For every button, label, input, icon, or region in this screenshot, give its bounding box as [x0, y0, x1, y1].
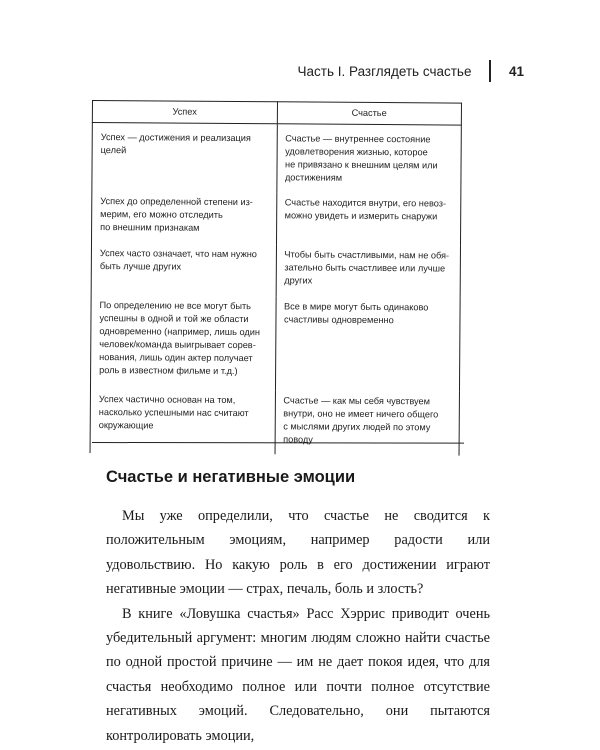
- cell-line: быть лучше других: [99, 261, 182, 272]
- table-row: [92, 123, 461, 194]
- cell-line: зательно быть счастливее или лучше: [284, 262, 446, 274]
- cell-line: удовлетворения жизнью, которое: [285, 146, 428, 158]
- paragraph: Мы уже определили, что счастье не сводится к положительным эмоциям, например радости или удовольствию. Но какую роль в его достижении играют негативные эмоции — страх, печаль, боль и злость?: [106, 508, 490, 598]
- cell-line: по внешним признакам: [100, 222, 200, 233]
- table-cell-success: [91, 243, 276, 296]
- table-row: [90, 389, 459, 456]
- cell-line: можно увидеть и измерить снаружи: [284, 210, 438, 222]
- table-cell-success: [92, 191, 277, 244]
- cell-line: Успех — достижения и реализация: [100, 132, 251, 144]
- cell-line: не привязано к внешним целям или: [285, 159, 438, 171]
- cell-line: окружающие: [98, 420, 154, 431]
- cell-line: роль в известном фильме и т.д.): [99, 365, 238, 377]
- cell-line: счастливы одновременно: [283, 314, 394, 326]
- cell-line: насколько успешными нас считают: [98, 407, 249, 419]
- running-head-section-title: Часть I. Разглядеть счастье: [297, 63, 472, 79]
- cell-line: нования, лишь один актер получает: [99, 352, 253, 364]
- cell-line: Успех часто означает, что нам нужно: [99, 248, 257, 260]
- cell-line: Все в мире могут быть одинаково: [284, 301, 429, 313]
- page-number: 41: [508, 63, 524, 79]
- cell-line: поводу: [283, 434, 313, 445]
- cell-line: внутри, оно не имеет ничего общего: [283, 408, 439, 420]
- cell-line: человек/команда выигрывает сорев-: [99, 339, 256, 351]
- cell-line: успешны в одной и той же области: [99, 313, 249, 325]
- cell-line: По определению не все могут быть: [99, 300, 252, 312]
- cell-line: Успех частично основан на том,: [98, 394, 236, 406]
- body-text: [106, 504, 490, 748]
- table-cell-happiness: [275, 296, 460, 391]
- table-cell-happiness: [276, 192, 461, 245]
- table-cell-success: [92, 123, 277, 193]
- cell-line: с мыслями других людей по этому: [283, 421, 431, 433]
- table-cell-success: [90, 295, 275, 390]
- cell-line: Счастье находится внутри, его невоз-: [284, 197, 447, 209]
- comparison-table: [90, 100, 462, 456]
- table-row: [92, 191, 461, 246]
- running-head: [298, 60, 524, 82]
- cell-line: одновременно (например, лишь один: [99, 326, 260, 338]
- paragraph: В книге «Ловушка счастья» Расс Хэррис приводит очень убедительный аргумент: многим людям сложно найти счастье по одной простой причине — им не дает покоя идея, что для счастья необходимо полное или почти полное отсутствие негативных эмоций. Следовательно, они пытаются контролировать эмоции,: [106, 605, 490, 744]
- table-row: [91, 243, 460, 298]
- column-header-success: Успех: [92, 101, 277, 124]
- cell-line: Счастье — как мы себя чувствуем: [283, 395, 430, 407]
- table-cell-happiness: [276, 124, 461, 194]
- column-header-happiness: Счастье: [277, 102, 462, 125]
- running-head-divider: [489, 60, 491, 82]
- table-cell-happiness: [275, 390, 460, 455]
- table-row: [90, 295, 460, 392]
- table-header-row: [92, 101, 461, 126]
- section-heading: Счастье и негативные эмоции: [106, 468, 356, 486]
- cell-line: достижениям: [284, 172, 343, 183]
- cell-line: Чтобы быть счастливыми, нам не обя-: [284, 249, 450, 261]
- cell-line: Успех до определенной степени из-: [100, 196, 253, 208]
- cell-line: других: [284, 275, 313, 286]
- table-cell-success: [90, 389, 275, 454]
- cell-line: мерим, его можно отследить: [100, 209, 223, 220]
- table-cell-happiness: [276, 244, 461, 297]
- cell-line: Счастье — внутреннее состояние: [285, 133, 431, 145]
- cell-line: целей: [100, 145, 127, 156]
